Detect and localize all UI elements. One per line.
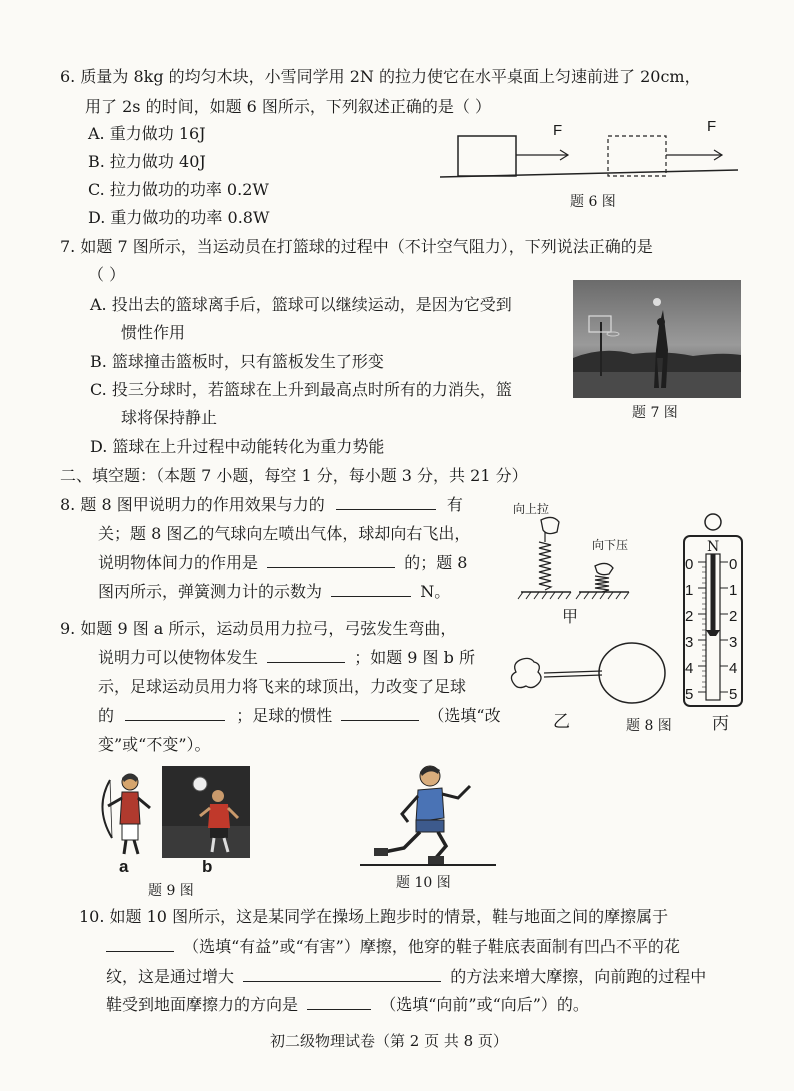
- scale-left-numbers: 0 1 2 3 4 5: [685, 556, 694, 703]
- q7-option-c-1: C. 投三分球时，若篮球在上升到最高点时所有的力消失，篮: [90, 380, 512, 399]
- q7-option-c-2: 球将保持静止: [121, 408, 218, 427]
- q6-caption: 题 6 图: [570, 194, 616, 210]
- label-pull-up: 向上拉: [513, 502, 550, 516]
- q10-line-1: 10. 如题 10 图所示，这是某同学在操场上跑步时的情景，鞋与地面之间的摩擦属于: [79, 907, 669, 926]
- label-jia: 甲: [562, 607, 579, 626]
- blank-q8-3[interactable]: [331, 582, 411, 597]
- q9-line-5: 变”或“不变”）。: [98, 735, 211, 754]
- basketball: [653, 298, 661, 306]
- q7-option-d: D. 篮球在上升过程中动能转化为重力势能: [90, 437, 385, 456]
- hand-push-icon: [595, 563, 613, 574]
- blank-q9-1[interactable]: [267, 648, 345, 663]
- blank-q10-2[interactable]: [243, 967, 441, 982]
- q6-option-a: A. 重力做功 16J: [88, 124, 206, 143]
- q7-line-2: （ ）: [88, 265, 126, 284]
- force-label-1: F: [553, 122, 563, 139]
- label-b: b: [202, 857, 213, 876]
- q8-line-4: 图丙所示，弹簧测力计的示数为 N。: [98, 582, 451, 601]
- balloon-neck: [544, 671, 602, 673]
- q9-line-4: 的 ；足球的惯性 （选填“改: [98, 706, 501, 725]
- header-photo: [162, 766, 250, 858]
- q8-line-3: 说明物体间力的作用是 的；题 8: [98, 553, 468, 572]
- q7-option-b: B. 篮球撞击篮板时，只有篮板发生了形变: [90, 352, 384, 371]
- q6-option-b: B. 拉力做功 40J: [88, 152, 206, 171]
- table-surface: [440, 170, 738, 177]
- label-bing: 丙: [712, 714, 729, 734]
- q7-line-1: 7. 如题 7 图所示，当运动员在打篮球的过程中（不计空气阻力），下列说法正确的是: [60, 237, 653, 256]
- basketball-photo: [573, 280, 741, 398]
- force-label-2: F: [707, 118, 717, 135]
- blank-q9-3[interactable]: [341, 706, 419, 721]
- blank-q10-1[interactable]: [106, 937, 174, 952]
- runner-shirt: [416, 788, 444, 822]
- q6-figure: [440, 118, 740, 188]
- q6-option-c: C. 拉力做功的功率 0.2W: [88, 180, 269, 199]
- blank-q8-2[interactable]: [267, 553, 395, 568]
- spring-figure-jia: [515, 512, 635, 607]
- moved-block-dashed: [608, 136, 666, 176]
- blank-q10-3[interactable]: [307, 995, 371, 1010]
- q9-caption: 题 9 图: [148, 883, 194, 899]
- q7-option-a-2: 惯性作用: [121, 323, 186, 342]
- q10-line-3: 纹，这是通过增大 的方法来增大摩擦，向前跑的过程中: [106, 967, 707, 986]
- runner-figure: [358, 762, 498, 868]
- page-footer: 初二级物理试卷（第 2 页 共 8 页）: [270, 1032, 508, 1050]
- compressed-spring: [595, 576, 609, 592]
- label-yi: 乙: [553, 712, 570, 732]
- label-push-down: 向下压: [592, 538, 629, 552]
- balloon: [599, 643, 665, 703]
- scale-ring: [705, 514, 721, 530]
- q6-line-2: 用了 2s 的时间，如题 6 图所示，下列叙述正确的是（ ）: [85, 97, 492, 116]
- football: [193, 777, 207, 791]
- q7-caption: 题 7 图: [632, 405, 678, 421]
- shoe-front: [428, 856, 444, 864]
- q8-line-2: 关；题 8 图乙的气球向左喷出气体，球却向右飞出，: [98, 524, 471, 543]
- q8-line-1: 8. 题 8 图甲说明力的作用效果与力的 有: [60, 495, 463, 514]
- label-a: a: [119, 857, 129, 876]
- blank-q9-2[interactable]: [125, 706, 225, 721]
- q10-line-4: 鞋受到地面摩擦力的方向是 （选填“向前”或“向后”）的。: [106, 995, 589, 1014]
- q8-caption: 题 8 图: [626, 718, 672, 734]
- q10-line-2: （选填“有益”或“有害”）摩擦，他穿的鞋子鞋底表面制有凹凸不平的花: [106, 936, 680, 958]
- wooden-block: [458, 136, 516, 176]
- q9-line-3: 示，足球运动员用力将飞来的球顶出，力改变了足球: [98, 677, 467, 696]
- archer-figure: [96, 768, 156, 858]
- q9-line-1: 9. 如题 9 图 a 所示，运动员用力拉弓，弓弦发生弯曲，: [60, 619, 457, 638]
- scale-right-numbers: 0 1 2 3 4 5: [729, 556, 738, 703]
- q6-option-d: D. 重力做功的功率 0.8W: [88, 208, 270, 227]
- q7-option-a-1: A. 投出去的篮球离手后，篮球可以继续运动，是因为它受到: [90, 295, 512, 314]
- q6-line-1: 6. 质量为 8kg 的均匀木块，小雪同学用 2N 的拉力使它在水平桌面上匀速前进了 20cm，: [60, 67, 701, 86]
- blank-q8-1[interactable]: [336, 495, 436, 510]
- q9-line-2: 说明力可以使物体发生 ；如题 9 图 b 所: [98, 648, 475, 667]
- hand-pull-icon: [541, 517, 559, 533]
- gas-cloud-icon: [511, 658, 541, 687]
- shoe-back: [374, 848, 388, 856]
- section-2-heading: 二、填空题：（本题 7 小题，每空 1 分，每小题 3 分，共 21 分）: [60, 466, 528, 485]
- scale-unit-n: N: [707, 539, 720, 555]
- q10-caption: 题 10 图: [396, 875, 451, 891]
- stretched-spring: [539, 542, 551, 590]
- balloon-figure-yi: [506, 640, 686, 720]
